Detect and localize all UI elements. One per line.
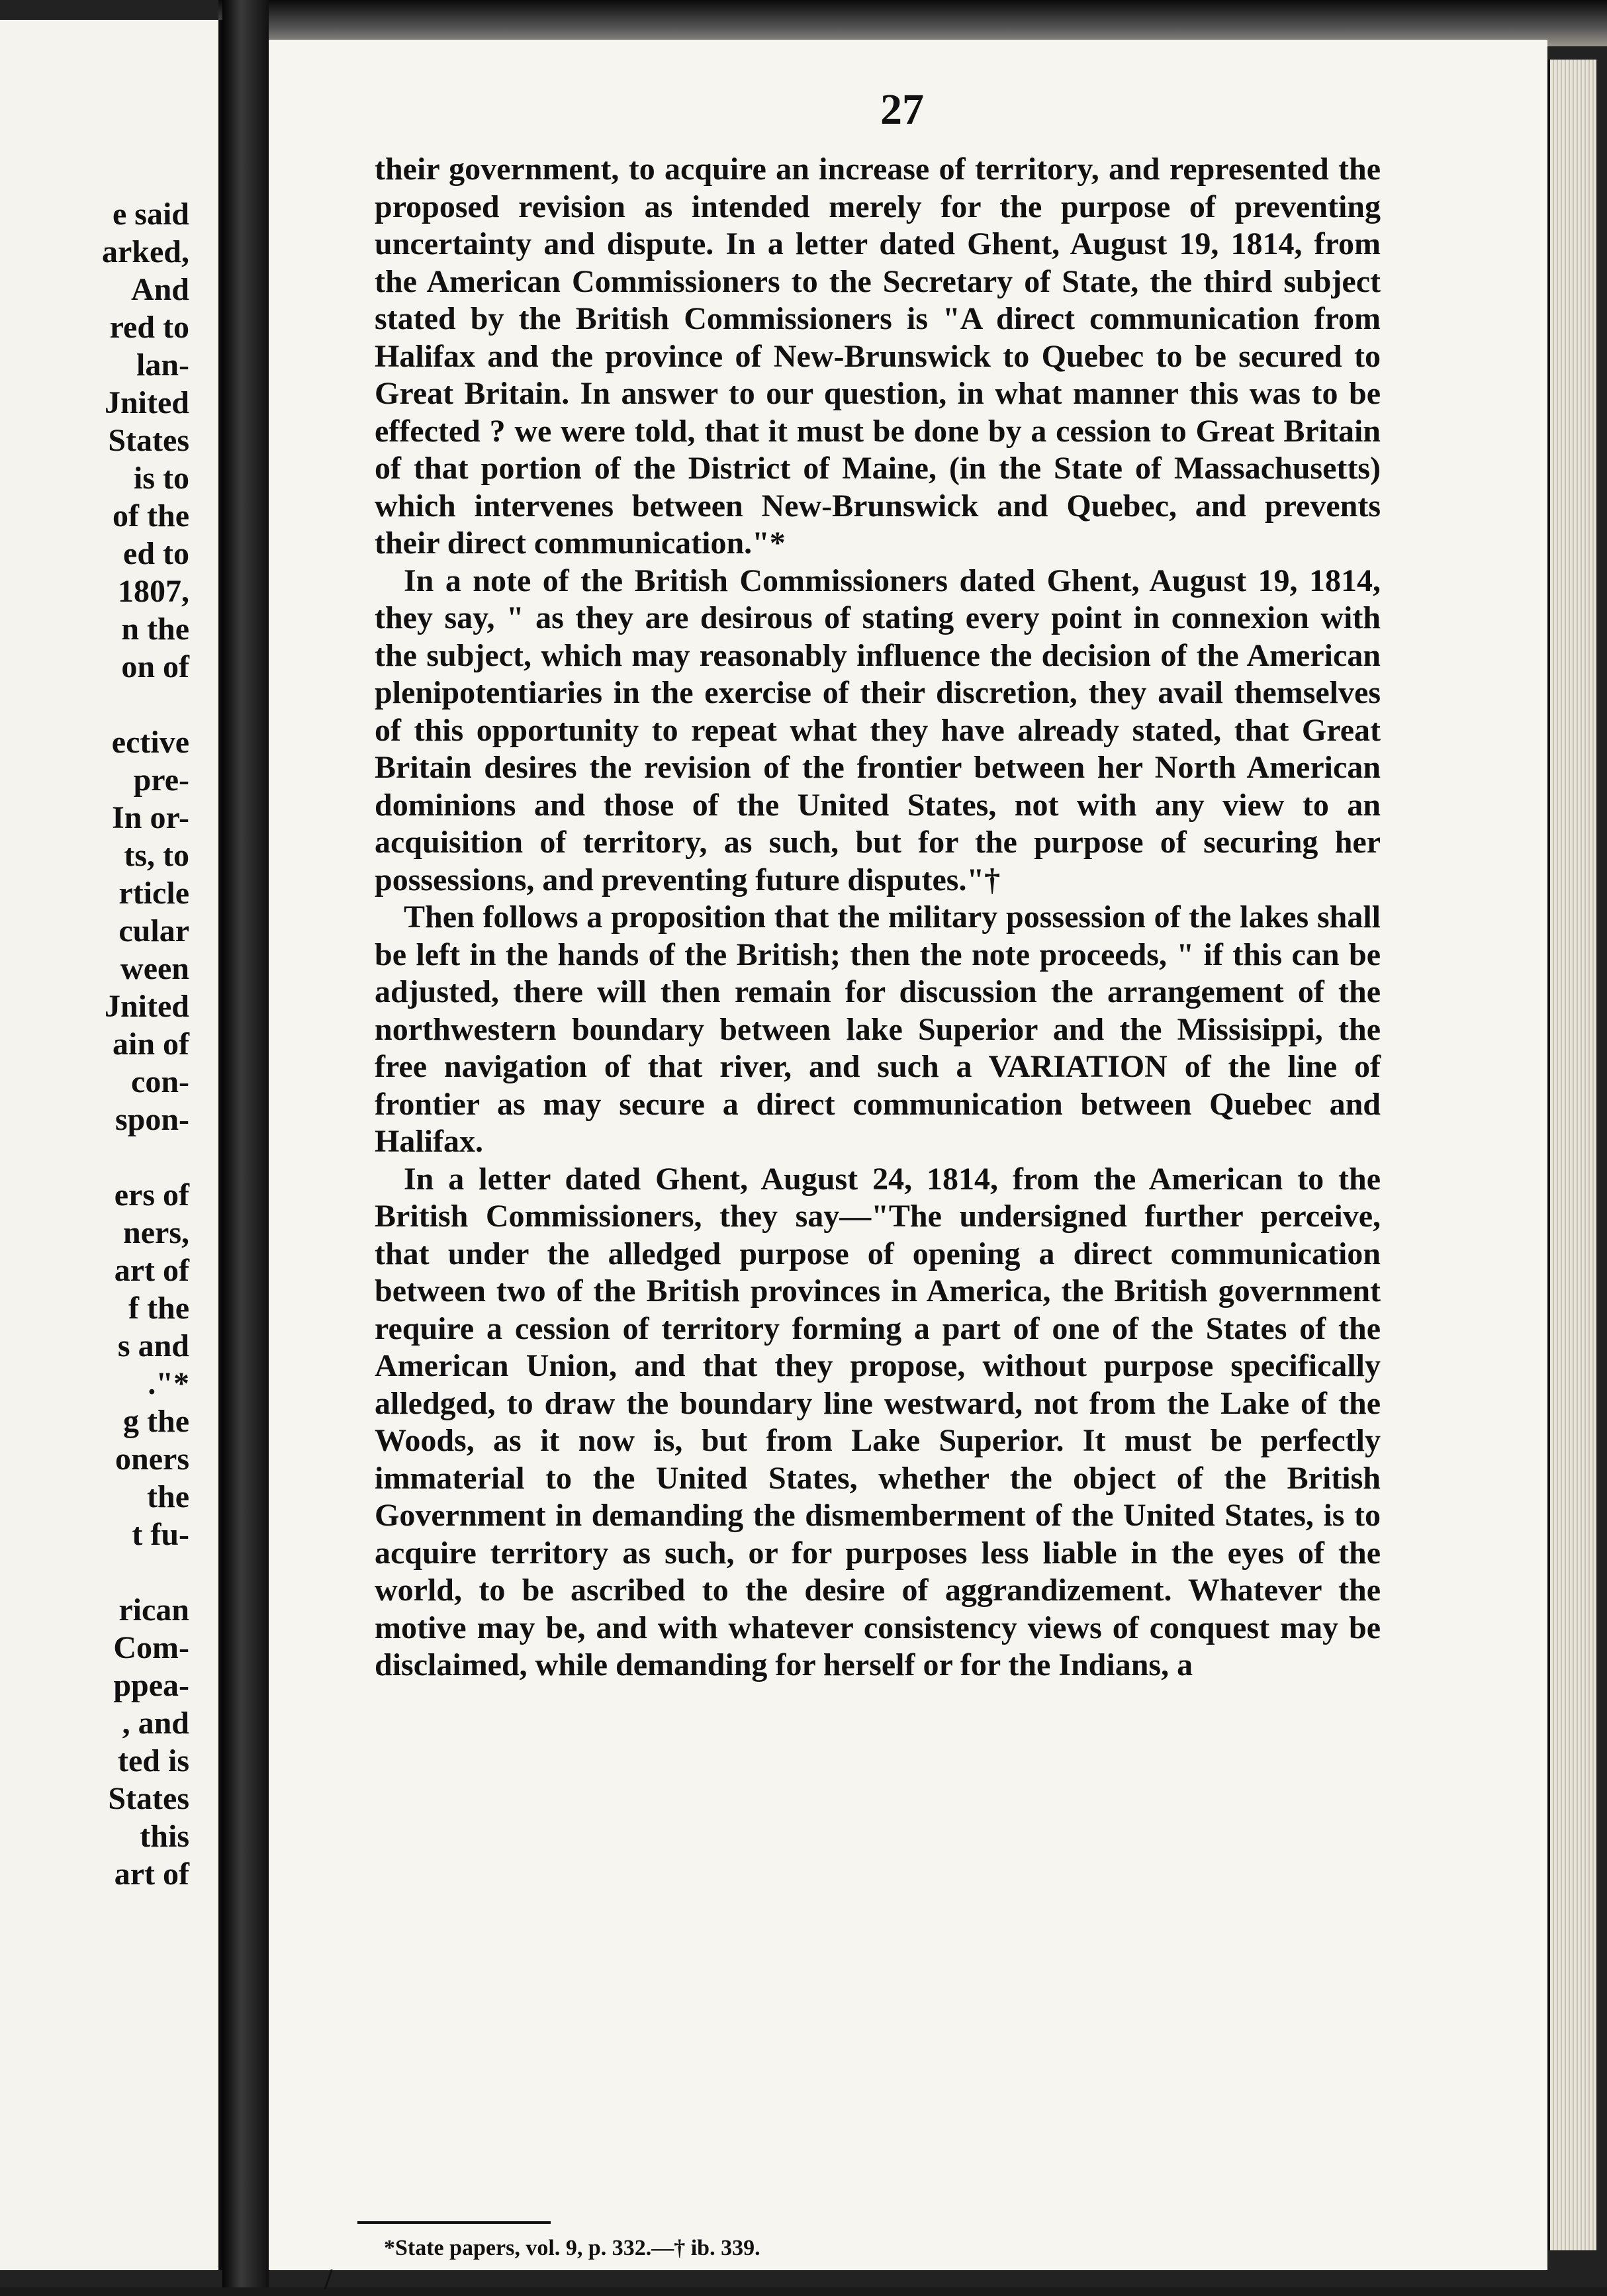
left-page-line: con- — [131, 1064, 189, 1099]
left-page-line: n the — [121, 612, 189, 647]
paragraph-2: In a note of the British Commissioners dated Ghent, August 19, 1814, they say, " as they are desirous of stating every point in connexion with the subject, which may reasonably influence the decision of the American plenipotentiaries in the exercise of their discretion, they avail themselves of this opportunity to repeat what they have already stated, that Great Britain desires the revision of the frontier between her North American dominions and those of the United States, not with any view to an acquisition of territory, as such, but for the purpose of securing her possessions, and preventing future disputes."† — [375, 563, 1381, 897]
page-number: 27 — [880, 85, 924, 134]
left-page-line: ed to — [123, 536, 189, 571]
left-page-line: States — [108, 423, 189, 458]
left-page-line: t fu- — [132, 1517, 189, 1552]
body-text — [375, 151, 1381, 1684]
left-page-line: rticle — [118, 876, 189, 911]
left-page-line: rican — [118, 1592, 189, 1628]
left-page-line: ts, to — [124, 838, 189, 873]
left-page-line: spon- — [115, 1102, 189, 1137]
left-page-line: the — [147, 1479, 189, 1514]
left-page-line: oners — [115, 1442, 189, 1477]
left-page-line: ers of — [114, 1177, 189, 1213]
left-page-line: , and — [122, 1706, 189, 1741]
left-page-line: ted is — [118, 1743, 189, 1778]
left-page-line: on of — [121, 649, 189, 684]
left-page-line: of the — [113, 498, 189, 533]
left-page-line: ain of — [112, 1027, 189, 1062]
left-page-line: s and — [117, 1328, 189, 1363]
left-page-line: e said — [112, 197, 189, 232]
left-page-line: art of — [114, 1253, 189, 1288]
paragraph-3: Then follows a proposition that the military possession of the lakes shall be left in the hands of the British; then the note proceeds, " if this can be adjusted, there will then remain for discussion the arrangement of the northwestern boundary between lake Superior and the Missisippi, the free navigation of that river, and such a VARIATION of the line of frontier as may secure a direct communication between Quebec and Halifax. — [375, 899, 1381, 1159]
left-page-line: pre- — [133, 762, 189, 798]
left-page-line: ."* — [148, 1366, 189, 1401]
left-page-line: In or- — [112, 800, 189, 835]
left-page-line: is to — [134, 461, 189, 496]
page-edge-stack — [1547, 60, 1596, 2250]
left-page-line: ective — [111, 725, 189, 760]
book-gutter — [222, 0, 269, 2287]
left-page-line: States — [108, 1781, 189, 1816]
paragraph-4: In a letter dated Ghent, August 24, 1814, from the American to the British Commissioners, they say—"The undersigned further perceive, that under the alledged purpose of opening a direct communication between two of the British provinces in America, the British government require a cession of territory forming a part of one of the States of the American Union, and that they propose, without purpose specifically alledged, to draw the boundary line westward, not from the Lake of the Woods, as it now is, but from Lake Superior. It must be perfectly immaterial to the United States, whether the object of the British Government in demanding the dismemberment of the United States, is to acquire territory as such, or for purposes less liable in the eyes of the world, to be ascribed to the desire of aggrandizement. Whatever the motive may be, and with whatever consistency views of conquest may be disclaimed, while demanding for herself or for the Indians, a — [375, 1161, 1381, 1682]
left-page-line: art of — [114, 1857, 189, 1892]
left-page-line: arked, — [102, 234, 189, 269]
margin-mark: / — [324, 2263, 333, 2295]
left-page-line: Jnited — [104, 385, 189, 420]
left-page-line: ppea- — [113, 1668, 189, 1703]
left-page-line: Com- — [113, 1630, 189, 1665]
left-page-line: f the — [128, 1291, 189, 1326]
left-page-line: lan- — [136, 347, 189, 383]
left-page-line: g the — [123, 1404, 189, 1439]
left-page-line: 1807, — [118, 574, 189, 609]
left-page-line: And — [130, 272, 189, 307]
left-page — [0, 20, 222, 2270]
left-page-line: ween — [120, 951, 189, 986]
left-page-line: red to — [109, 310, 189, 345]
footnote: *State papers, vol. 9, p. 332.—† ib. 339. — [384, 2236, 760, 2260]
footnote-rule — [357, 2221, 551, 2224]
left-page-line: this — [140, 1819, 189, 1854]
paragraph-1: their government, to acquire an increase of territory, and represented the proposed revision as intended merely for the purpose of preventing uncertainty and dispute. In a letter dated Ghent, August 19, 1814, from the American Commissioners to the Secretary of State, the third subject stated by the British Commissioners is "A direct communication from Halifax and the province of New-Brunswick to Quebec to be secured to Great Britain. In answer to our question, in what manner this was to be effected ? we were told, that it must be done by a cession to Great Britain of that portion of the District of Maine, (in the State of Massachusetts) which intervenes between New-Brunswick and Quebec, and prevents their direct communication."* — [375, 152, 1381, 561]
left-page-line: ners, — [123, 1215, 189, 1250]
left-page-line: cular — [118, 913, 189, 948]
left-page-line: Jnited — [104, 989, 189, 1024]
